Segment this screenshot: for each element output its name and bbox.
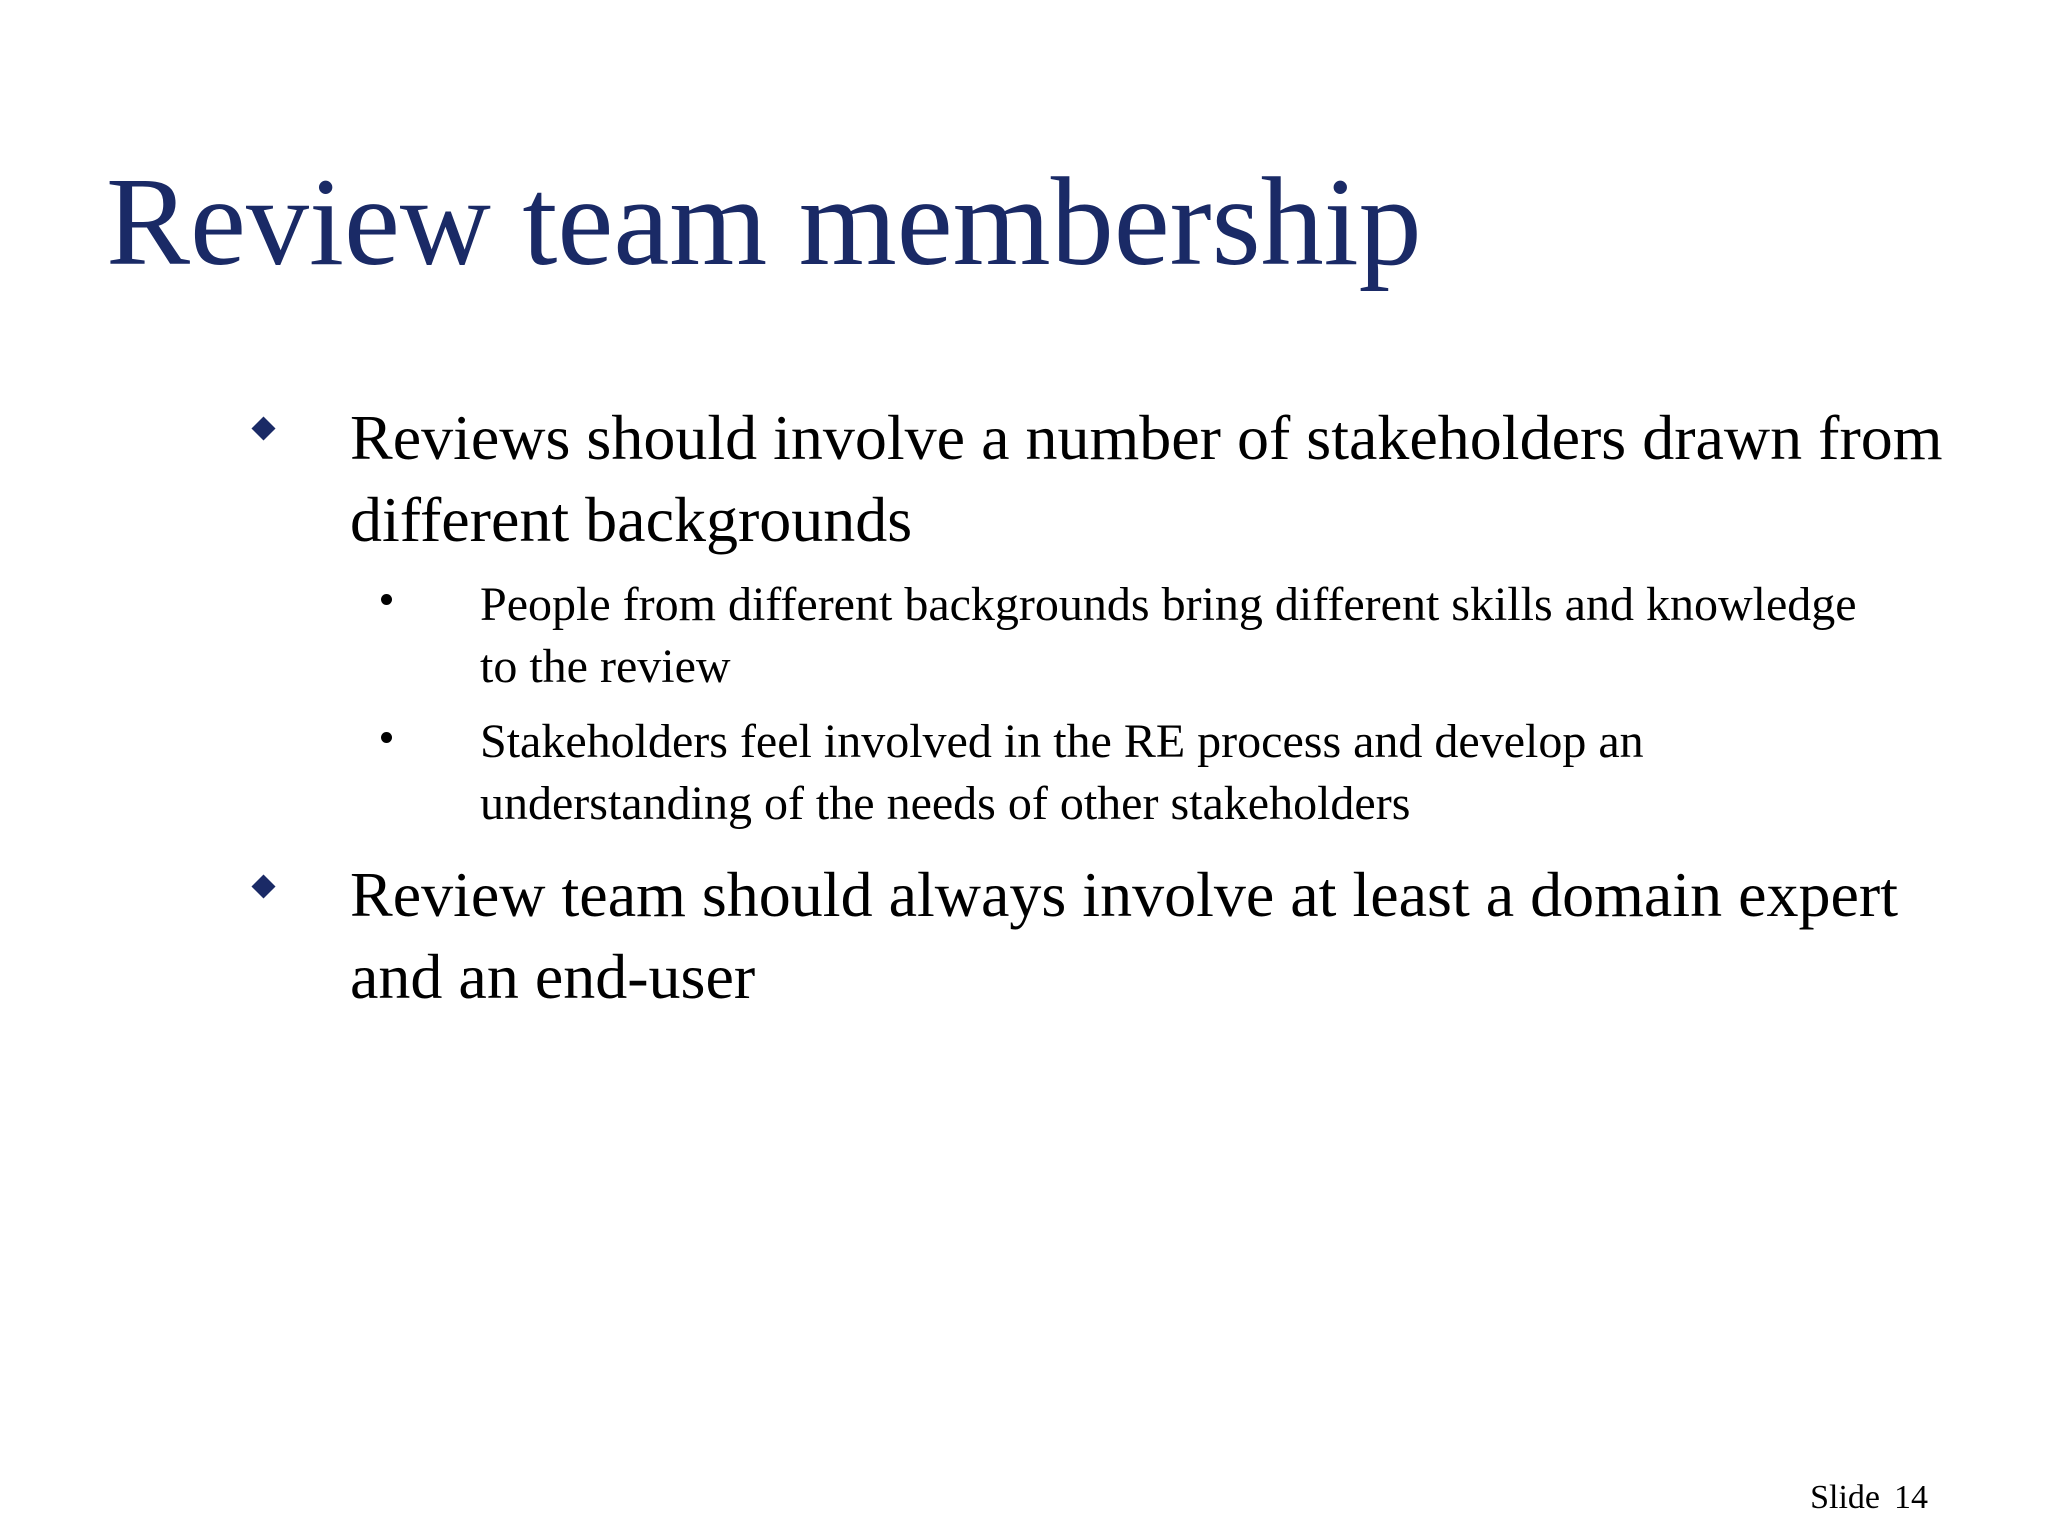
sub-bullet-point: Stakeholders feel involved in the RE process and develop an understanding of the needs of other stakeholders — [480, 715, 1644, 830]
slide-number: 14 — [1894, 1479, 1928, 1516]
bullet-point: Reviews should involve a number of stakeholders drawn from different backgrounds — [350, 402, 1943, 555]
sub-bullet-point: People from different backgrounds bring different skills and knowledge to the review — [480, 578, 1857, 693]
slide-title: Review team membership — [106, 153, 1422, 292]
dot-bullet-icon — [381, 594, 392, 605]
slide-label: Slide — [1810, 1479, 1880, 1516]
bullet-point: Review team should always involve at least a domain expert and an end-user — [350, 859, 1898, 1012]
dot-bullet-icon — [381, 732, 392, 743]
diamond-bullet-icon — [251, 874, 275, 898]
diamond-bullet-icon — [251, 416, 275, 440]
slide-number-footer — [1810, 1478, 1928, 1518]
